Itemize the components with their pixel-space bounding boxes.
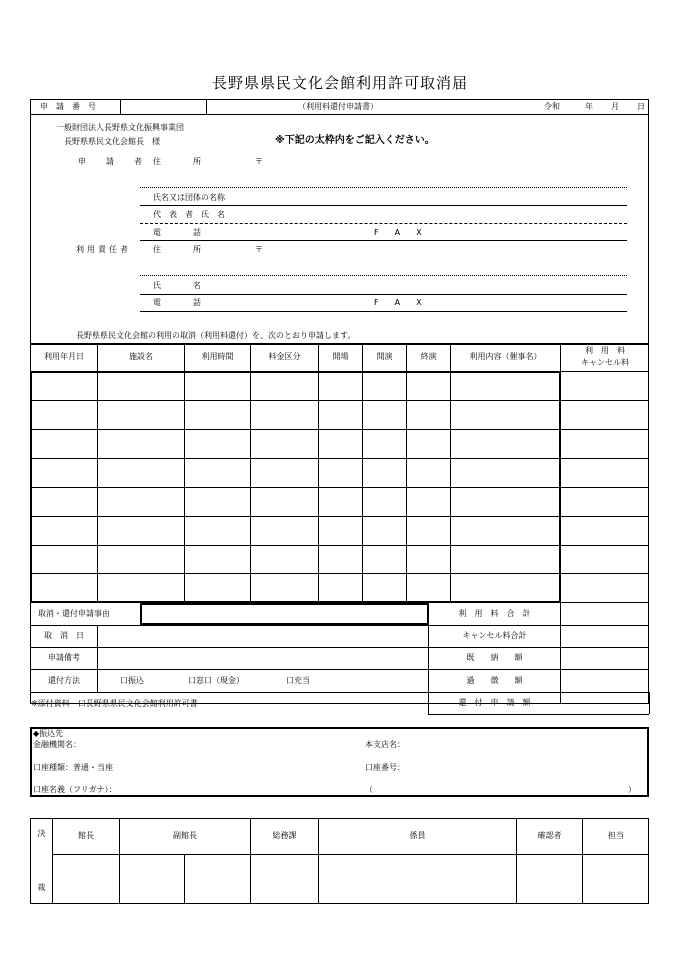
- account-holder-field[interactable]: [375, 782, 625, 795]
- date-day: 日: [637, 102, 645, 111]
- total-fee-label: 利 用 料 合 計: [458, 609, 531, 618]
- header-note: （利用料還付申請書）: [298, 102, 378, 111]
- col-start: 開演: [376, 352, 393, 361]
- applicant-label: 申 請 者: [78, 157, 148, 166]
- applicant-tel-label: 電 話: [153, 228, 201, 237]
- applicant-name-label: 氏名又は団体の名称: [153, 193, 225, 202]
- responsible-address-label: 住 所: [153, 245, 201, 254]
- applicant-address-field[interactable]: [265, 152, 625, 186]
- col-date: 利用年月日: [44, 352, 84, 361]
- account-type-label: 口座種類：普通・当座: [33, 763, 113, 772]
- approval-side-bottom: 裁: [37, 883, 46, 892]
- applicant-fax-label: F A X: [374, 228, 422, 237]
- holder-paren-close: ）: [628, 785, 636, 794]
- responsible-tel-label: 電 話: [153, 298, 201, 307]
- applicant-tel-field[interactable]: [245, 224, 365, 238]
- responsible-tel-field[interactable]: [245, 295, 365, 309]
- approval-person-in-charge: 担当: [608, 831, 624, 840]
- application-number-label: 申 請 番 号: [40, 102, 96, 111]
- applicant-name-field[interactable]: [245, 189, 625, 203]
- applicant-rep-field[interactable]: [245, 206, 625, 220]
- holder-paren-open: （: [365, 785, 373, 794]
- col-end: 終演: [420, 352, 437, 361]
- responsible-label: 利用責任者: [76, 245, 131, 254]
- applicant-rep-label: 代 表 者 氏 名: [153, 210, 225, 219]
- remarks-label: 申請備考: [48, 653, 80, 662]
- col-fee-top: 利 用 料: [585, 346, 625, 355]
- remarks-field[interactable]: [98, 648, 427, 668]
- reason-label: 取消・還付申請事由: [38, 609, 110, 618]
- approval-staff: 係員: [409, 831, 426, 840]
- statement: 長野県県民文化会館の利用の取消（利用料還付）を、次のとおり申請します。: [76, 331, 356, 340]
- account-number-field[interactable]: [412, 760, 642, 774]
- col-time: 利用時間: [201, 352, 234, 361]
- option-cash[interactable]: 口窓口（現金）: [188, 676, 244, 685]
- refund-amount-label: 還 付 申 請 額: [458, 698, 531, 707]
- col-fee-bottom: キャンセル料: [581, 358, 629, 367]
- application-number-field[interactable]: [121, 100, 205, 114]
- attachment-note: ※添付資料 口長野県県民文化会館利用許可書: [31, 699, 198, 708]
- approval-vice-director: 副館長: [173, 831, 197, 840]
- col-facility: 施設名: [129, 352, 153, 361]
- responsible-fax-field[interactable]: [465, 295, 625, 309]
- account-number-label: 口座番号：: [365, 763, 405, 772]
- responsible-fax-label: F A X: [374, 298, 422, 307]
- date-era: 令和: [544, 102, 560, 111]
- cancel-date-label: 取 消 日: [44, 631, 84, 640]
- account-holder-label: 口座名義（フリガナ）：: [33, 785, 117, 794]
- date-month: 月: [611, 102, 619, 111]
- applicant-postal: 〒: [255, 157, 263, 166]
- option-transfer[interactable]: 口振込: [120, 676, 144, 685]
- approval-side-top: 決: [37, 829, 46, 838]
- applicant-address-label: 住 所: [153, 157, 201, 166]
- overpaid-label: 過 徴 額: [466, 676, 523, 685]
- branch-label: 本支店名：: [365, 740, 405, 749]
- date-year: 年: [585, 102, 593, 111]
- approval-checker: 確認者: [537, 831, 562, 840]
- applicant-fax-field[interactable]: [465, 224, 625, 238]
- option-offset[interactable]: 口充当: [286, 676, 310, 685]
- addressee-name: 長野県県民文化会館長 様: [64, 137, 160, 146]
- col-fee-class: 料金区分: [268, 352, 301, 361]
- branch-field[interactable]: [412, 738, 642, 752]
- bank-label: 金融機関名：: [33, 740, 81, 749]
- transfer-heading: ◆振込先: [33, 729, 64, 738]
- reason-field[interactable]: [140, 603, 429, 625]
- cancel-date-field[interactable]: [98, 626, 427, 646]
- cancel-total-label: キャンセル料合計: [462, 631, 527, 640]
- instruction: ※下記の太枠内をご記入ください。: [275, 135, 435, 146]
- col-content: 利用内容（催事名）: [469, 352, 542, 361]
- responsible-postal: 〒: [255, 245, 263, 254]
- responsible-name-field[interactable]: [245, 277, 625, 291]
- responsible-name-label: 氏 名: [153, 281, 201, 290]
- approval-general-affairs: 総務課: [272, 831, 297, 840]
- bank-field[interactable]: [90, 738, 350, 752]
- approval-director: 館長: [78, 831, 94, 840]
- responsible-address-field[interactable]: [265, 242, 625, 274]
- refund-method-label: 還付方法: [48, 676, 80, 685]
- paid-label: 既 納 額: [466, 653, 523, 662]
- addressee-org: 一般財団法人長野県文化振興事業団: [56, 123, 184, 132]
- col-open: 開場: [332, 352, 349, 361]
- page-title: 長野県県民文化会館利用許可取消届: [211, 74, 468, 92]
